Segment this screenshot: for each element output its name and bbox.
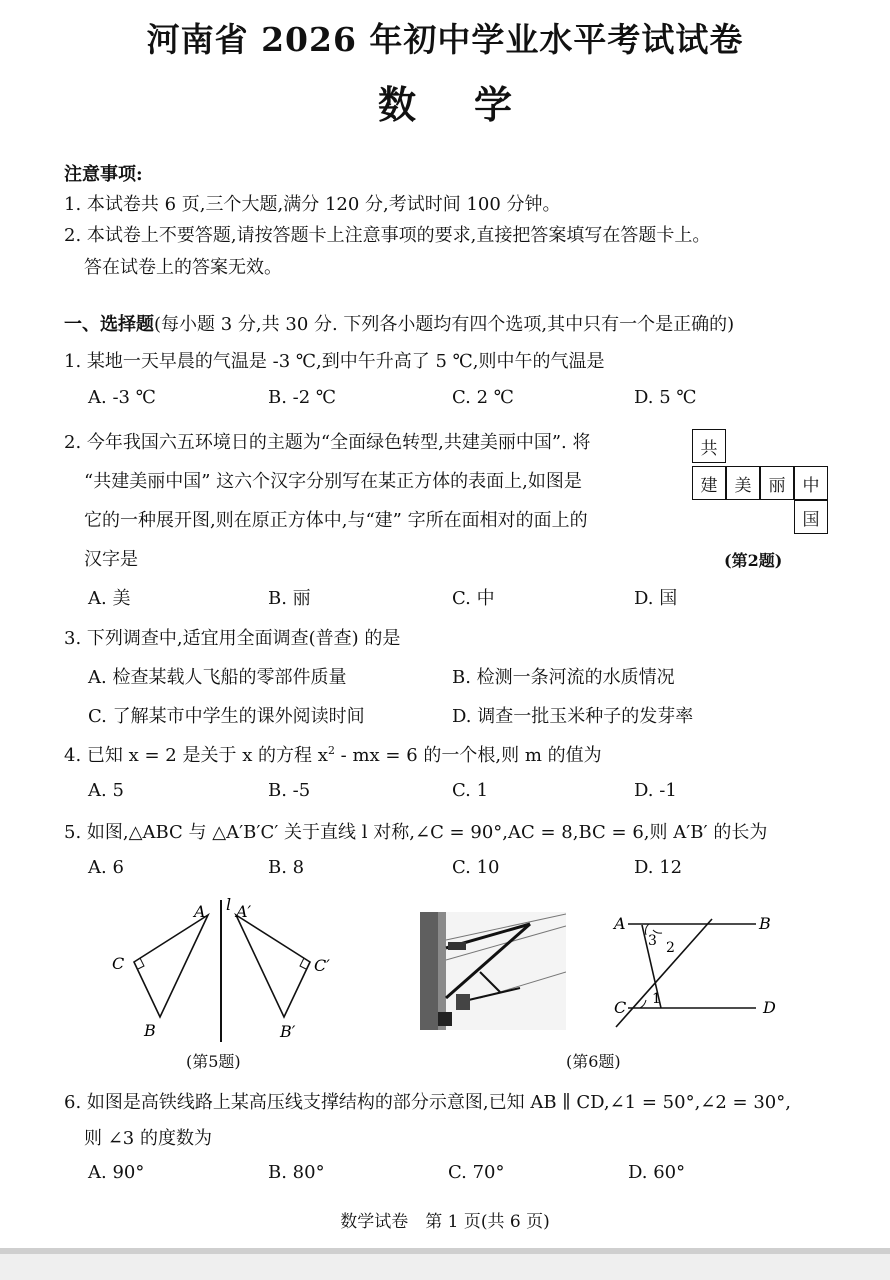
label-a-prime: A′: [236, 902, 252, 921]
label-b-prime: B′: [280, 1022, 296, 1041]
section-title: 一、选择题: [64, 314, 154, 335]
exam-title: 河南省 2026 年初中学业水平考试试卷: [146, 20, 744, 59]
net-cell: 共: [692, 429, 726, 463]
label-c-prime: C′: [314, 956, 330, 975]
section-desc: (每小题 3 分,共 30 分. 下列各小题均有四个选项,其中只有一个是正确的): [154, 314, 735, 335]
q4-stem: [64, 741, 602, 767]
angle-2-label: 2: [666, 940, 675, 956]
net-cell: 建: [692, 466, 726, 500]
page-footer: 数学试卷 第 1 页(共 6 页): [340, 1212, 550, 1232]
net-cell: 中: [794, 466, 828, 500]
notice-item-2-cont: 答在试卷上的答案无效。: [84, 257, 282, 278]
q4-option-c: C. 1: [452, 780, 489, 801]
subject-title: 数学: [377, 82, 570, 127]
q3-option-a: A. 检查某载人飞船的零部件质量: [88, 667, 347, 688]
q2-stem-line3: 它的一种展开图,则在原正方体中,与“建” 字所在面相对的面上的: [84, 510, 588, 531]
notice-heading: 注意事项:: [64, 164, 143, 185]
label-b: B: [144, 1021, 156, 1040]
q3-option-b: B. 检测一条河流的水质情况: [452, 667, 675, 688]
q5-option-d: D. 12: [634, 857, 683, 878]
q2-stem-line1: 2. 今年我国六五环境日的主题为“全面绿色转型,共建美丽中国”. 将: [64, 432, 591, 453]
notice-item-2: 2. 本试卷上不要答题,请按答题卡上注意事项的要求,直接把答案填写在答题卡上。: [64, 225, 711, 246]
q2-option-d: D. 国: [634, 588, 678, 609]
q5-caption: (第5题): [186, 1052, 241, 1071]
transversal-1: [616, 919, 712, 1027]
net-cell: 美: [726, 466, 760, 500]
q1-option-d: D. 5 ℃: [634, 387, 697, 408]
triangle-a2b2c2: [236, 915, 310, 1017]
q4-stem-b: - mx = 6 的一个根,则 m 的值为: [334, 745, 602, 766]
net-cell: 国: [794, 500, 828, 534]
q3-stem: 3. 下列调查中,适宜用全面调查(普查) 的是: [64, 628, 401, 649]
q4-stem-a: 4. 已知 x = 2 是关于 x 的方程 x: [64, 745, 328, 766]
label-c: C: [614, 998, 627, 1017]
q5-option-a: A. 6: [88, 857, 124, 878]
q4-option-a: A. 5: [88, 780, 124, 801]
label-a: A: [194, 902, 206, 921]
q4-exponent: 2: [327, 744, 335, 757]
q6-caption: (第6题): [566, 1052, 621, 1071]
label-b: B: [759, 914, 771, 933]
triangle-abc: [134, 915, 208, 1017]
q2-stem-line2: “共建美丽中国” 这六个汉字分别写在某正方体的表面上,如图是: [84, 471, 582, 492]
notice-item-1: 1. 本试卷共 6 页,三个大题,满分 120 分,考试时间 100 分钟。: [64, 194, 561, 215]
label-d: D: [763, 998, 776, 1017]
angle-3-label: 3: [648, 933, 657, 949]
q1-option-b: B. -2 ℃: [268, 387, 337, 408]
label-a: A: [614, 914, 626, 933]
q5-stem: 5. 如图,△ABC 与 △A′B′C′ 关于直线 l 对称,∠C = 90°,AC = 8,BC = 6,则 A′B′ 的长为: [64, 822, 768, 843]
q6-option-b: B. 80°: [268, 1162, 325, 1183]
q2-option-b: B. 丽: [268, 588, 311, 609]
net-cell: 丽: [760, 466, 794, 500]
q6-option-d: D. 60°: [628, 1162, 686, 1183]
q5-option-c: C. 10: [452, 857, 500, 878]
q6-photo: [420, 912, 566, 1030]
q6-option-a: A. 90°: [88, 1162, 145, 1183]
q5-option-b: B. 8: [268, 857, 305, 878]
q5-figure: [100, 890, 360, 1050]
q1-option-c: C. 2 ℃: [452, 387, 514, 408]
q3-option-c: C. 了解某市中学生的课外阅读时间: [88, 706, 365, 727]
angle-1-label: 1: [652, 991, 661, 1007]
label-l: l: [226, 895, 232, 914]
section-heading: [64, 310, 734, 336]
q6-figure: [606, 905, 786, 1035]
q2-option-a: A. 美: [88, 588, 131, 609]
page-bottom-gray: [0, 1254, 890, 1280]
q4-option-d: D. -1: [634, 780, 677, 801]
q2-caption: (第2题): [724, 551, 783, 570]
q1-stem: 1. 某地一天早晨的气温是 -3 ℃,到中午升高了 5 ℃,则中午的气温是: [64, 351, 605, 372]
label-c: C: [112, 954, 125, 973]
q3-option-d: D. 调查一批玉米种子的发芽率: [452, 706, 694, 727]
q6-stem-line1: 6. 如图是高铁线路上某高压线支撑结构的部分示意图,已知 AB ∥ CD,∠1 = 50°,∠2 = 30°,: [64, 1092, 791, 1113]
q6-option-c: C. 70°: [448, 1162, 505, 1183]
q6-stem-line2: 则 ∠3 的度数为: [84, 1128, 212, 1149]
q2-stem-line4: 汉字是: [84, 549, 138, 570]
q4-option-b: B. -5: [268, 780, 311, 801]
q1-option-a: A. -3 ℃: [88, 387, 156, 408]
q2-option-c: C. 中: [452, 588, 495, 609]
